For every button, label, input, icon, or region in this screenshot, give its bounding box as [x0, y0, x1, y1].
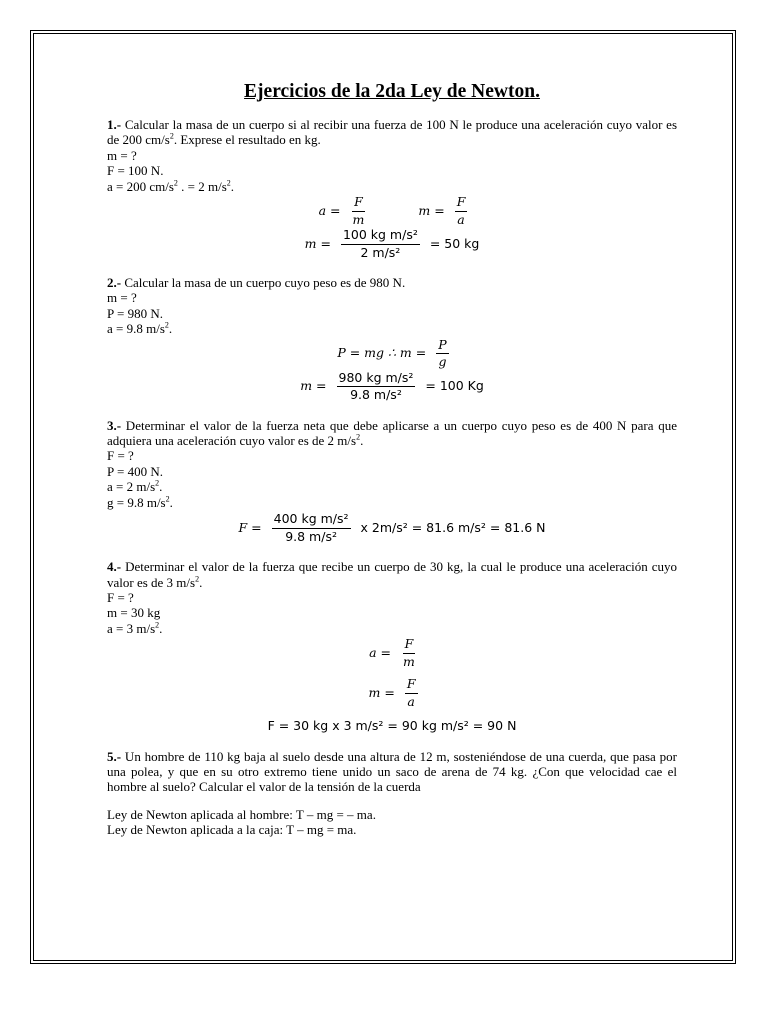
formula-row: a = $\frac{F}{m}$: [369, 636, 415, 669]
formula-row: m = $\frac{F}{a}$: [368, 676, 416, 709]
given-force: F = ?: [107, 589, 134, 605]
given-acceleration: a = 2 $m/s^2$.: [107, 478, 163, 495]
given-gravity: g = 9.8 $m/s^2$.: [107, 494, 173, 510]
newton-law-man: Ley de Newton aplicada al hombre: T – mg = – ma.: [107, 806, 376, 822]
fraction: $\frac{F}{m}$: [352, 194, 365, 227]
exercise-4: [107, 559, 677, 733]
given-force: F = 100 N.: [107, 163, 164, 179]
fraction: $\frac{\text{100 kg m/s²}}{\text{2 m/s²}}$: [342, 227, 418, 260]
exercise-5-statement: 5.- Un hombre de 110 kg baja al suelo desde una altura de 12 m, sosteniéndose de una cuerda, que pasa por una polea, y que en su otro extremo tiene unido un saco de arena de 74 kg. ¿Con que velocidad cae el hombre al suelo? Calcular el valor de la tensión de la cuerda: [107, 748, 677, 795]
fraction: $\frac{F}{a}$: [456, 194, 466, 227]
given-force: F = ?: [107, 448, 134, 464]
exercise-5: [107, 749, 677, 838]
formula-result: m = $\frac{\text{100 kg m/s²}}{\text{2 m/s²}}$ = 50 kg: [304, 227, 480, 260]
exercise-number: 5.-: [107, 748, 122, 764]
given-weight: P = 980 N.: [107, 305, 163, 321]
exercise-2: [107, 275, 677, 402]
fraction: $\frac{F}{a}$: [406, 676, 416, 709]
fraction: $\frac{\text{400 kg m/s²}}{\text{9.8 m/s²}}$: [273, 511, 349, 544]
exercise-1: [107, 117, 677, 259]
given-mass: m = ?: [107, 147, 137, 163]
given-weight: P = 400 N.: [107, 463, 163, 479]
formula-result: F = $\frac{\text{400 kg m/s²}}{\text{9.8 m/s²}}$ x 2m/s² = 81.6 m/s² = 81.6 N: [238, 511, 546, 544]
given-mass: m = 30 kg: [107, 605, 161, 621]
exercise-3: [107, 418, 677, 543]
exercise-2-statement: 2.- Calcular la masa de un cuerpo cuyo peso es de 980 N.: [107, 275, 406, 291]
formula-result: F = 30 kg x 3 m/s² = 90 kg m/s² = 90 N: [267, 718, 517, 734]
exercise-number: 1.-: [107, 117, 122, 132]
exercise-4-statement: 4.- Determinar el valor de la fuerza que recibe un cuerpo de 30 kg, la cual le produce una aceleración cuyo valor es de 3 $m/s^2$.: [107, 559, 677, 590]
given-acceleration: a = 200 $cm/s^2$ . = 2 $m/s^2$.: [107, 178, 235, 194]
formula-row: a = $\frac{F}{m}$ m = $\frac{F}{a}$: [318, 194, 466, 227]
formula-row: P = mg ∴ m = $\frac{P}{g}$: [337, 336, 447, 370]
fraction: $\frac{F}{m}$: [403, 636, 415, 669]
page-title: Ejercicios de la 2da Ley de Newton.: [244, 81, 540, 102]
newton-law-box: Ley de Newton aplicada a la caja: T – mg = ma.: [107, 822, 357, 838]
exercise-number: 2.-: [107, 275, 122, 291]
formula-result: m = $\frac{\text{980 kg m/s²}}{\text{9.8 m/s²}}$ = 100 Kg: [300, 369, 484, 403]
exercise-number: 3.-: [107, 417, 122, 433]
exercise-1-statement: 1.- Calcular la masa de un cuerpo si al recibir una fuerza de 100 N le produce una aceleración cuyo valor es de 200 $cm/s^2$. Exprese el resultado en kg.: [107, 117, 677, 148]
document-body: [107, 80, 677, 838]
exercise-3-statement: 3.- Determinar el valor de la fuerza neta que debe aplicarse a un cuerpo cuyo peso es de 400 N para que adquiera una aceleración cuyo valor es de 2 $m/s^2$.: [107, 417, 677, 449]
given-mass: m = ?: [107, 290, 137, 306]
fraction: $\frac{P}{g}$: [438, 336, 447, 370]
exercise-number: 4.-: [107, 559, 122, 575]
given-acceleration: a = 9.8 $m/s^2$.: [107, 320, 173, 337]
fraction: $\frac{\text{980 kg m/s²}}{\text{9.8 m/s²}}$: [338, 369, 414, 403]
given-acceleration: a = 3 $m/s^2$.: [107, 620, 163, 636]
